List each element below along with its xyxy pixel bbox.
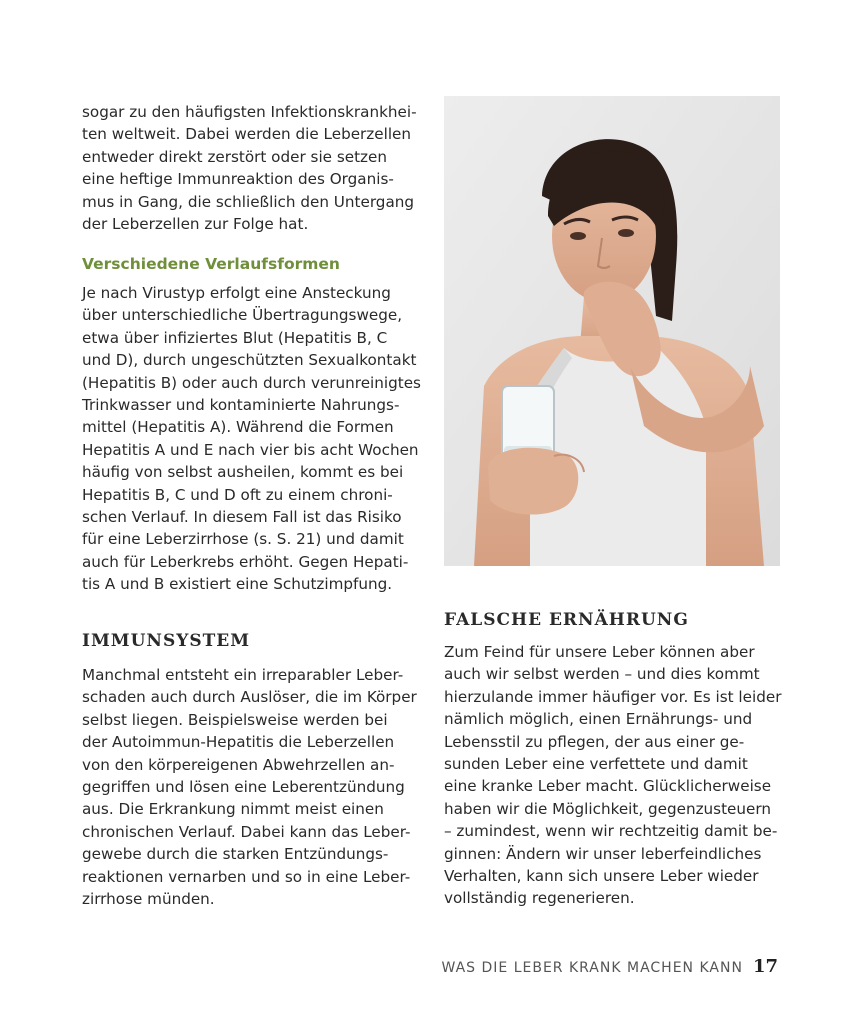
text-line: auch für Leberkrebs erhöht. Gegen Hepati- — [82, 552, 409, 571]
text-line: Verhalten, kann sich unsere Leber wieder — [444, 867, 759, 886]
text-line: aus. Die Erkrankung nimmt meist einen — [82, 800, 384, 819]
text-line: Manchmal entsteht ein irreparabler Leber- — [82, 666, 404, 684]
text-line: Zum Feind für unsere Leber können aber — [444, 643, 755, 661]
subheading-verlaufsformen: Verschiedene Verlaufsformen — [82, 255, 340, 273]
text-line: häufig von selbst ausheilen, kommt es bei — [82, 463, 404, 482]
text-line: chronischen Verlauf. Dabei kann das Leber- — [82, 822, 411, 841]
text-line: entweder direkt zerstört oder sie setzen — [82, 147, 387, 166]
running-title: WAS DIE LEBER KRANK MACHEN KANN — [441, 960, 743, 976]
page-footer — [430, 956, 778, 977]
text-line: eine heftige Immunreaktion des Organis- — [82, 170, 394, 189]
text-line: zirrhose münden. — [82, 890, 215, 909]
text-line: auch wir selbst werden – und dies kommt — [444, 665, 760, 684]
text-line: der Autoimmun-Hepatitis die Leberzellen — [82, 733, 395, 752]
text-line: etwa über infiziertes Blut (Hepatitis B, C — [82, 328, 388, 347]
text-line: von den körpereigenen Abwehrzellen an- — [82, 755, 395, 774]
text-line: nämlich möglich, einen Ernährungs- und — [444, 710, 753, 729]
text-line: mus in Gang, die schließlich den Untergang — [82, 192, 415, 211]
text-line: gewebe durch die starken Entzündungs- — [82, 845, 389, 864]
intro-paragraph — [82, 101, 422, 235]
text-line: selbst liegen. Beispielsweise werden bei — [82, 710, 388, 729]
heading-immunsystem: IMMUNSYSTEM — [82, 631, 251, 651]
text-line: ten weltweit. Dabei werden die Leberzellen — [82, 125, 412, 144]
photo-woman-taking-pill — [444, 96, 780, 566]
text-line: eine kranke Leber macht. Glücklicherweise — [444, 777, 772, 796]
text-line: reaktionen vernarben und so in eine Leber- — [82, 867, 411, 886]
text-line: Trinkwasser und kontaminierte Nahrungs- — [82, 396, 400, 415]
text-line: mittel (Hepatitis A). Während die Formen — [82, 418, 394, 437]
text-line: tis A und B existiert eine Schutzimpfung. — [82, 575, 393, 594]
ernaehrung-paragraph — [444, 641, 784, 910]
text-line: über unterschiedliche Übertragungswege, — [82, 306, 403, 325]
text-line: Hepatitis A und E nach vier bis acht Wochen — [82, 440, 419, 459]
text-line: hierzulande immer häufiger vor. Es ist leider — [444, 687, 782, 706]
heading-falsche-ernaehrung: FALSCHE ERNÄHRUNG — [444, 610, 689, 630]
text-line: Hepatitis B, C und D oft zu einem chroni- — [82, 485, 393, 504]
text-line: – zumindest, wenn wir rechtzeitig damit be- — [444, 822, 778, 841]
text-line: für eine Leberzirrhose (s. S. 21) und damit — [82, 530, 404, 549]
text-line: Lebensstil zu pflegen, der aus einer ge- — [444, 732, 745, 751]
text-line: Je nach Virustyp erfolgt eine Ansteckung — [82, 284, 391, 302]
text-line: vollständig regenerieren. — [444, 889, 635, 908]
text-line: schaden auch durch Auslöser, die im Körper — [82, 688, 417, 707]
text-line: (Hepatitis B) oder auch durch verunreinigtes — [82, 373, 421, 392]
text-line: gegriffen und lösen eine Leberentzündung — [82, 778, 405, 797]
text-line: sunden Leber eine verfettete und damit — [444, 755, 748, 774]
text-line: sogar zu den häufigsten Infektionskrankhei- — [82, 103, 417, 121]
text-line: der Leberzellen zur Folge hat. — [82, 215, 309, 234]
text-line: und D), durch ungeschützten Sexualkontakt — [82, 351, 417, 370]
immun-paragraph — [82, 664, 422, 910]
text-line: ginnen: Ändern wir unser leberfeindliches — [444, 844, 762, 863]
text-line: schen Verlauf. In diesem Fall ist das Risiko — [82, 508, 402, 527]
page-number: 17 — [752, 956, 778, 977]
text-line: haben wir die Möglichkeit, gegenzusteuern — [444, 799, 771, 818]
verlauf-paragraph — [82, 282, 422, 596]
